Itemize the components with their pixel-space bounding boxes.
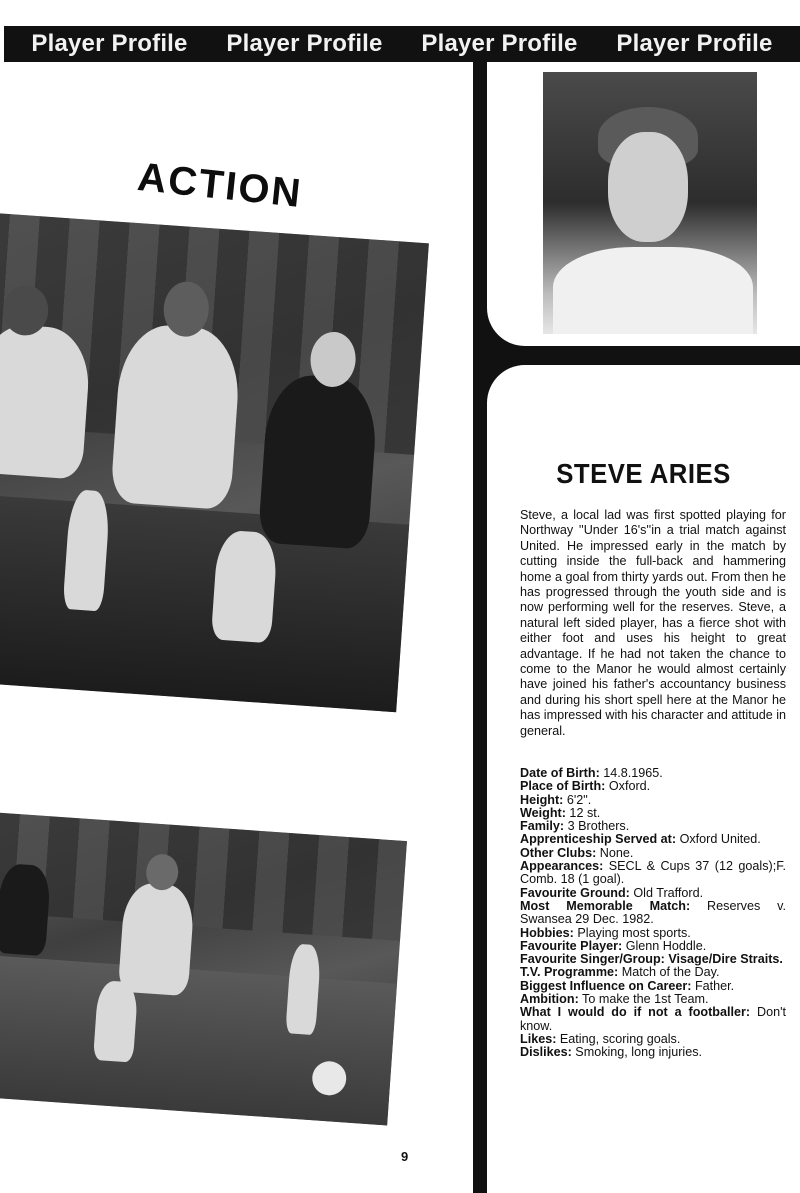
- fact-label: Place of Birth:: [520, 779, 606, 794]
- player-portrait: [543, 72, 757, 334]
- player-name: STEVE ARIES: [556, 458, 731, 489]
- fact-value: Match of the Day.: [618, 965, 720, 980]
- fact-row: [520, 980, 786, 993]
- action-heading: ACTION: [135, 155, 305, 217]
- fact-value: Don't know.: [520, 1005, 786, 1033]
- fact-label: Favourite Singer/Group:: [520, 952, 665, 967]
- fact-label: What I would do if not a footballer:: [520, 1005, 751, 1020]
- fact-value: To make the 1st Team.: [578, 992, 709, 1007]
- fact-value: Playing most sports.: [573, 925, 691, 940]
- page-banner: [4, 26, 800, 62]
- player-figure: [258, 373, 380, 550]
- fact-label: Favourite Ground:: [520, 885, 630, 900]
- fact-row: [520, 966, 786, 979]
- fact-value: Reserves v. Swansea 29 Dec. 1982.: [520, 898, 786, 927]
- fact-label: Most Memorable Match:: [520, 898, 691, 913]
- fact-row: [520, 820, 786, 833]
- fact-row: [520, 940, 786, 953]
- player-bio: Steve, a local lad was first spotted playing for Northway ''Under 16's''in a trial match against United. He impressed early in the match by cutting inside the full-back and hammering home a goal from thirty yards out. From then he has progressed through the youth side and is now performing well for the reserves. Steve, a natural left sided player, has a fierce shot with either foot and uses his height to great advantage. If he had not taken the chance to come to the Manor he would almost certainly have joined his father's accountancy business and during his short spell here at the Manor he has impressed with his character and attitude in general.: [520, 508, 787, 738]
- fact-value: 3 Brothers.: [564, 819, 630, 834]
- fact-row: [520, 807, 786, 820]
- fact-label: Hobbies:: [520, 925, 574, 940]
- fact-value: SECL & Cups 37 (12 goals);F. Comb. 18 (1 goal).: [520, 859, 786, 887]
- fact-value: 12 st.: [565, 805, 601, 820]
- fact-value: Visage/Dire Straits.: [664, 952, 783, 967]
- portrait-shirt: [553, 247, 753, 334]
- fact-label: Appearances:: [520, 859, 604, 874]
- fact-row: [520, 1046, 786, 1059]
- player-figure: [118, 882, 196, 997]
- fact-value: Old Trafford.: [629, 885, 704, 900]
- pitch: [0, 954, 397, 1125]
- banner-title-2: Player Profile: [226, 30, 383, 57]
- player-figure: [110, 322, 242, 510]
- fact-label: Likes:: [520, 1031, 557, 1046]
- fact-label: Family:: [520, 819, 565, 834]
- fact-row: [520, 993, 786, 1006]
- fact-value: Smoking, long injuries.: [571, 1045, 703, 1060]
- banner-title-4: Player Profile: [616, 30, 773, 57]
- fact-row: [520, 794, 786, 807]
- fact-row: [520, 847, 786, 860]
- fact-row: [520, 767, 786, 780]
- action-photo-1: [0, 212, 429, 712]
- fact-label: Ambition:: [520, 992, 579, 1007]
- fact-value: 6'2".: [563, 792, 592, 807]
- fact-row: [520, 887, 786, 900]
- fact-value: Oxford United.: [676, 832, 761, 847]
- fact-label: Other Clubs:: [520, 845, 597, 860]
- player-figure: [0, 863, 51, 956]
- fact-row: [520, 1006, 786, 1033]
- stadium-stand: [0, 812, 407, 941]
- fact-value: Glenn Hoddle.: [622, 938, 707, 953]
- fact-row: [520, 953, 786, 966]
- fact-value: Oxford.: [605, 779, 651, 794]
- banner-title-3: Player Profile: [421, 30, 578, 57]
- fact-row: [520, 1033, 786, 1046]
- portrait-face: [608, 132, 688, 242]
- page-number: 9: [401, 1149, 409, 1164]
- fact-label: Height:: [520, 792, 564, 807]
- fact-label: Weight:: [520, 805, 566, 820]
- fact-row: [520, 900, 786, 927]
- player-figure: [211, 529, 279, 643]
- banner-title-1: Player Profile: [31, 30, 188, 57]
- fact-value: Eating, scoring goals.: [556, 1031, 681, 1046]
- fact-row: [520, 833, 786, 846]
- fact-value: None.: [596, 845, 634, 860]
- player-facts: [520, 767, 786, 1060]
- fact-label: Biggest Influence on Career:: [520, 978, 692, 993]
- fact-value: Father.: [691, 978, 735, 993]
- action-photo-2: [0, 812, 407, 1125]
- fact-row: [520, 780, 786, 793]
- fact-label: Dislikes:: [520, 1045, 572, 1060]
- player-figure: [93, 980, 138, 1063]
- fact-label: T.V. Programme:: [520, 965, 619, 980]
- fact-label: Favourite Player:: [520, 938, 623, 953]
- fact-value: 14.8.1965.: [599, 766, 663, 780]
- fact-label: Apprenticeship Served at:: [520, 832, 677, 847]
- fact-row: [520, 860, 786, 887]
- fact-row: [520, 927, 786, 940]
- fact-label: Date of Birth:: [520, 766, 600, 780]
